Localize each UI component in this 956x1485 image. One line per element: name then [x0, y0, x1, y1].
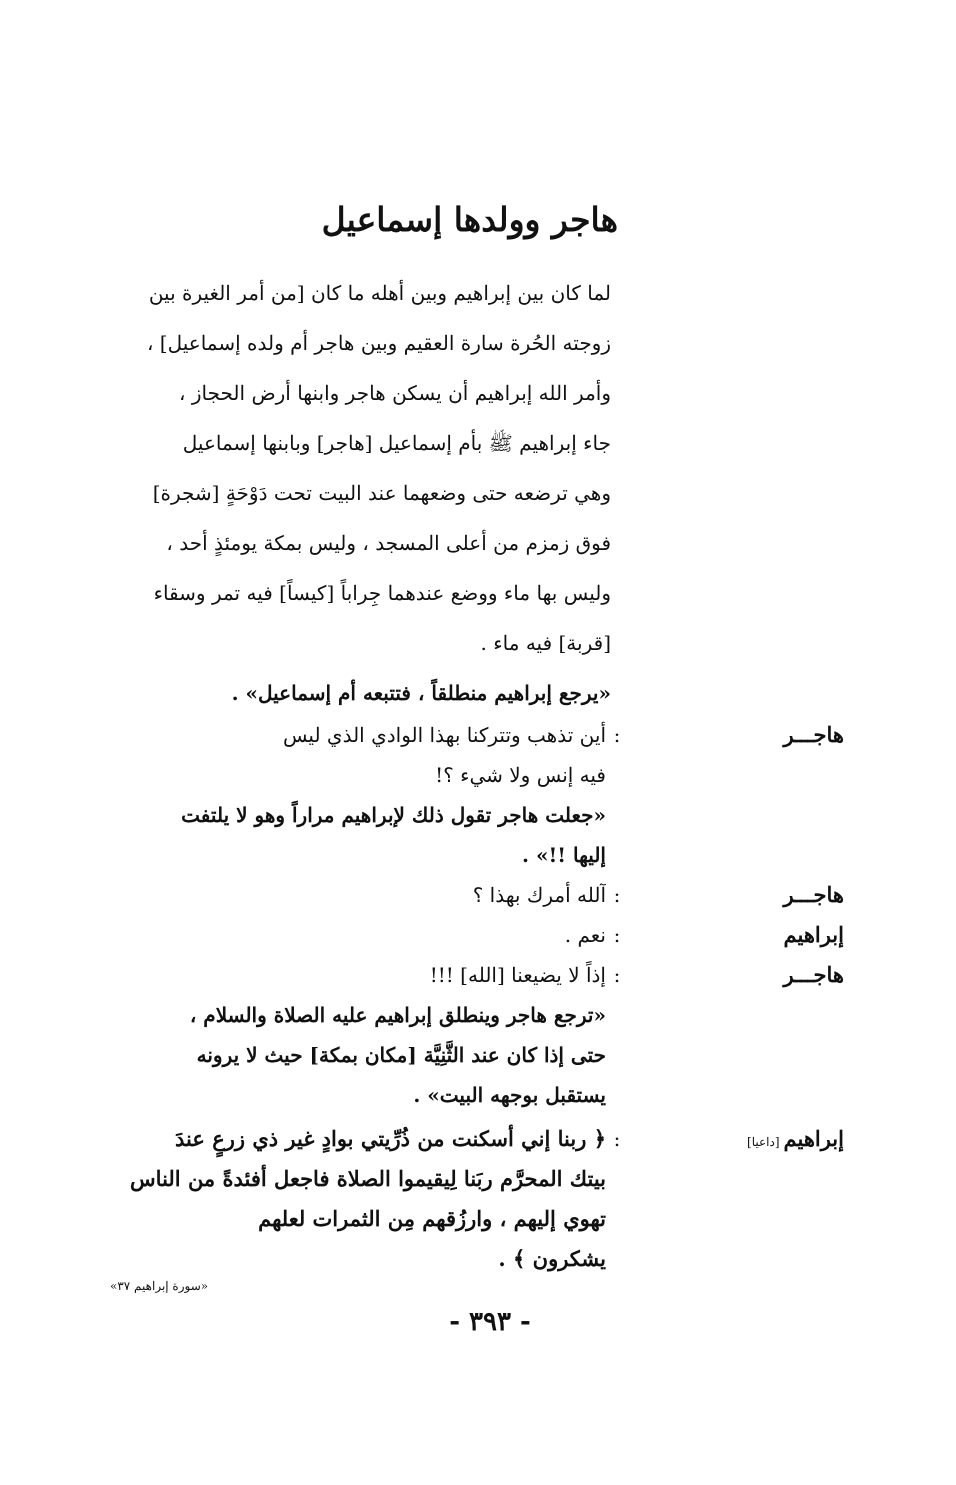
verse-line: ﴿ ربنا إني أسكنت من ذُرِّيتي بوادٍ غير ذي زرعٍ عندَ: [175, 1126, 606, 1151]
speaker-name: هاجـــر: [783, 722, 844, 747]
speech-text: [126, 915, 606, 955]
speech-line: فيه إنس ولا شيء ؟!: [435, 763, 606, 787]
intro-line: وأمر الله إبراهيم أن يسكن هاجر وابنها أرض الحجاز ،: [179, 381, 611, 405]
intro-paragraph: [131, 268, 611, 718]
stage-line: إليها !!» .: [522, 843, 606, 867]
speaker-name: إبراهيم: [783, 922, 844, 947]
speech-text: [126, 715, 606, 795]
dialogue-turn: [124, 875, 844, 915]
verse-line: يشكرون ﴾ .: [498, 1246, 606, 1271]
intro-line: وليس بها ماء ووضع عندهما جِراباً [كيساً] فيه تمر وسقاء: [153, 581, 611, 605]
speaker-name: هاجـــر: [783, 962, 844, 987]
stage-indent: [606, 795, 844, 875]
speech-line: إذاً لا يضيعنا [الله] !!!: [429, 963, 606, 987]
chapter-title: هاجر وولدها إسماعيل: [321, 200, 618, 239]
dialogue-turn: [124, 955, 844, 995]
speech-text: [126, 875, 606, 915]
speaker-colon: :: [613, 1127, 621, 1151]
dialogue-turn: [124, 1119, 844, 1279]
speaker-note: [داعيا]: [747, 1135, 780, 1149]
stage-text: [126, 995, 606, 1115]
intro-line: [قربة] فيه ماء .: [480, 631, 611, 655]
stage-line: «ترجع هاجر وينطلق إبراهيم عليه الصلاة والسلام ،: [189, 1003, 606, 1027]
stage-line: حتى إذا كان عند الثَّنِيَّة [مكان بمكة] حيث لا يرونه: [196, 1043, 606, 1067]
speaker-label: إبراهيم: [783, 1126, 844, 1151]
dialogue-turn: [124, 715, 844, 795]
speaker-colon: :: [613, 963, 621, 987]
verse-source: [110, 1276, 260, 1296]
stage-indent: [606, 995, 844, 1115]
page-number: - ٣٩٣ -: [449, 1307, 531, 1337]
stage-direction: [124, 795, 844, 875]
speaker-colon: :: [613, 723, 621, 747]
intro-line: فوق زمزم من أعلى المسجد ، وليس بمكة يومئذٍ أحد ،: [166, 531, 611, 555]
dialogue-turn: [124, 915, 844, 955]
verse-line: بيتك المحرَّم ربَنا لِيقيموا الصلاة فاجعل أفئدةً من الناس: [130, 1166, 606, 1191]
verse-last-row: [126, 1239, 606, 1279]
verse-line: تهوي إليهم ، وارزُقهم مِن الثمرات لعلهم: [258, 1206, 606, 1231]
speaker-colon: :: [613, 923, 621, 947]
speech-line: نعم .: [564, 923, 606, 947]
speech-text: [126, 955, 606, 995]
stage-line: يستقبل بوجهه البيت» .: [413, 1083, 606, 1107]
stage-direction: [124, 995, 844, 1115]
intro-line: وهي ترضعه حتى وضعهما عند البيت تحت دَوْحَةٍ [شجرة]: [152, 481, 611, 505]
intro-line: زوجته الحُرة سارة العقيم وبين هاجر أم ولده إسماعيل] ،: [146, 331, 611, 355]
speech-line: آلله أمرك بهذا ؟: [472, 883, 606, 907]
speech-line: أين تذهب وتتركنا بهذا الوادي الذي ليس: [282, 723, 606, 747]
dialogue-section: [124, 715, 844, 1279]
stage-line: «جعلت هاجر تقول ذلك لإبراهيم مراراً وهو لا يلتفت: [181, 803, 606, 827]
verse-source-text: «سورة إبراهيم ٣٧»: [110, 1279, 209, 1293]
intro-line: جاء إبراهيم ﷺ بأم إسماعيل [هاجر] وبابنها إسماعيل: [182, 431, 611, 455]
speaker-colon: :: [613, 883, 621, 907]
intro-line: لما كان بين إبراهيم وبين أهله ما كان [من أمر الغيرة بين: [148, 281, 611, 305]
intro-stage-direction: «يرجع إبراهيم منطلقاً ، فتتبعه أم إسماعيل» .: [231, 681, 611, 705]
speaker-name: هاجـــر: [783, 882, 844, 907]
speaker-name: [734, 1119, 844, 1162]
stage-text: [126, 795, 606, 875]
quran-verse: [126, 1119, 606, 1279]
